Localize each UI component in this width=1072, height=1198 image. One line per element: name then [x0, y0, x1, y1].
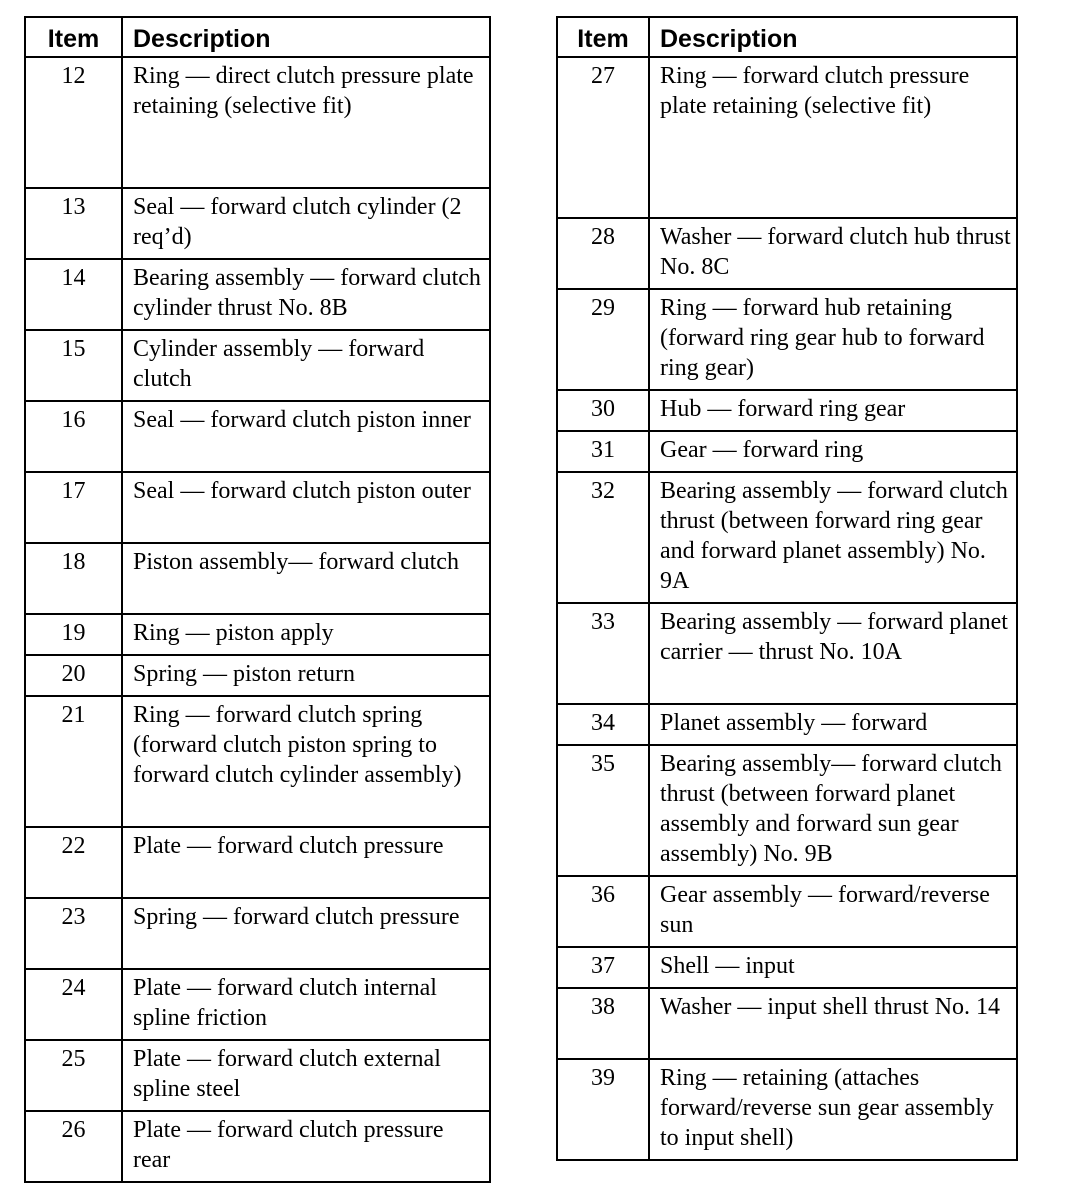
item-number-cell: 12 — [25, 57, 122, 188]
table-row — [25, 57, 490, 188]
table-row — [557, 603, 1017, 704]
description-cell: Plate — forward clutch pressure — [122, 827, 490, 898]
item-number-cell: 17 — [25, 472, 122, 543]
description-cell: Seal — forward clutch piston inner — [122, 401, 490, 472]
table-row — [25, 188, 490, 259]
item-number-cell: 29 — [557, 289, 649, 390]
description-column-header: Description — [649, 17, 1017, 57]
description-cell: Washer — forward clutch hub thrust No. 8C — [649, 218, 1017, 289]
item-number-cell: 15 — [25, 330, 122, 401]
table-row — [557, 289, 1017, 390]
item-number-cell: 20 — [25, 655, 122, 696]
table-row — [25, 543, 490, 614]
item-number-cell: 27 — [557, 57, 649, 218]
header-row — [25, 17, 490, 57]
item-number-cell: 33 — [557, 603, 649, 704]
description-cell: Spring — forward clutch pressure — [122, 898, 490, 969]
description-cell: Plate — forward clutch internal spline friction — [122, 969, 490, 1040]
parts-table-left — [24, 16, 491, 1183]
table-row — [25, 330, 490, 401]
item-number-cell: 31 — [557, 431, 649, 472]
description-cell: Hub — forward ring gear — [649, 390, 1017, 431]
item-number-cell: 32 — [557, 472, 649, 603]
item-number-cell: 18 — [25, 543, 122, 614]
description-cell: Planet assembly — forward — [649, 704, 1017, 745]
item-number-cell: 35 — [557, 745, 649, 876]
table-row — [557, 57, 1017, 218]
item-number-cell: 13 — [25, 188, 122, 259]
parts-table-left-body — [25, 57, 490, 1182]
table-row — [557, 1059, 1017, 1160]
parts-table-right-body — [557, 57, 1017, 1160]
table-row — [557, 218, 1017, 289]
table-row — [557, 390, 1017, 431]
table-row — [557, 876, 1017, 947]
item-number-cell: 25 — [25, 1040, 122, 1111]
table-row — [25, 898, 490, 969]
table-row — [25, 401, 490, 472]
item-number-cell: 37 — [557, 947, 649, 988]
description-cell: Plate — forward clutch pressure rear — [122, 1111, 490, 1182]
description-cell: Bearing assembly — forward clutch thrust (between forward ring gear and forward planet assembly) No. 9A — [649, 472, 1017, 603]
table-row — [557, 745, 1017, 876]
table-row — [25, 1040, 490, 1111]
description-cell: Ring — direct clutch pressure plate retaining (selective fit) — [122, 57, 490, 188]
description-cell: Bearing assembly — forward planet carrier — thrust No. 10A — [649, 603, 1017, 704]
item-number-cell: 22 — [25, 827, 122, 898]
description-column-header: Description — [122, 17, 490, 57]
description-cell: Cylinder assembly — forward clutch — [122, 330, 490, 401]
table-row — [557, 431, 1017, 472]
table-row — [25, 969, 490, 1040]
table-row — [25, 827, 490, 898]
description-cell: Plate — forward clutch external spline steel — [122, 1040, 490, 1111]
item-number-cell: 23 — [25, 898, 122, 969]
item-number-cell: 26 — [25, 1111, 122, 1182]
item-number-cell: 21 — [25, 696, 122, 827]
item-number-cell: 19 — [25, 614, 122, 655]
table-row — [25, 614, 490, 655]
description-cell: Washer — input shell thrust No. 14 — [649, 988, 1017, 1059]
table-row — [25, 655, 490, 696]
table-row — [557, 704, 1017, 745]
description-cell: Gear — forward ring — [649, 431, 1017, 472]
item-column-header: Item — [557, 17, 649, 57]
item-number-cell: 36 — [557, 876, 649, 947]
table-row — [557, 472, 1017, 603]
table-row — [25, 472, 490, 543]
description-cell: Gear assembly — forward/reverse sun — [649, 876, 1017, 947]
description-cell: Ring — forward clutch spring (forward clutch piston spring to forward clutch cylinder assembly) — [122, 696, 490, 827]
header-row — [557, 17, 1017, 57]
item-number-cell: 34 — [557, 704, 649, 745]
description-cell: Ring — retaining (attaches forward/reverse sun gear assembly to input shell) — [649, 1059, 1017, 1160]
parts-table-right — [556, 16, 1018, 1161]
description-cell: Seal — forward clutch piston outer — [122, 472, 490, 543]
item-number-cell: 39 — [557, 1059, 649, 1160]
table-row — [25, 1111, 490, 1182]
table-row — [25, 259, 490, 330]
description-cell: Bearing assembly — forward clutch cylinder thrust No. 8B — [122, 259, 490, 330]
description-cell: Shell — input — [649, 947, 1017, 988]
description-cell: Ring — forward hub retaining (forward ring gear hub to forward ring gear) — [649, 289, 1017, 390]
item-number-cell: 16 — [25, 401, 122, 472]
table-row — [557, 988, 1017, 1059]
item-number-cell: 38 — [557, 988, 649, 1059]
item-number-cell: 28 — [557, 218, 649, 289]
description-cell: Ring — piston apply — [122, 614, 490, 655]
description-cell: Spring — piston return — [122, 655, 490, 696]
description-cell: Piston assembly— forward clutch — [122, 543, 490, 614]
table-row — [557, 947, 1017, 988]
description-cell: Seal — forward clutch cylinder (2 req’d) — [122, 188, 490, 259]
description-cell: Ring — forward clutch pressure plate retaining (selective fit) — [649, 57, 1017, 218]
item-number-cell: 14 — [25, 259, 122, 330]
description-cell: Bearing assembly— forward clutch thrust (between forward planet assembly and forward sun gear assembly) No. 9B — [649, 745, 1017, 876]
table-row — [25, 696, 490, 827]
item-number-cell: 24 — [25, 969, 122, 1040]
item-number-cell: 30 — [557, 390, 649, 431]
item-column-header: Item — [25, 17, 122, 57]
